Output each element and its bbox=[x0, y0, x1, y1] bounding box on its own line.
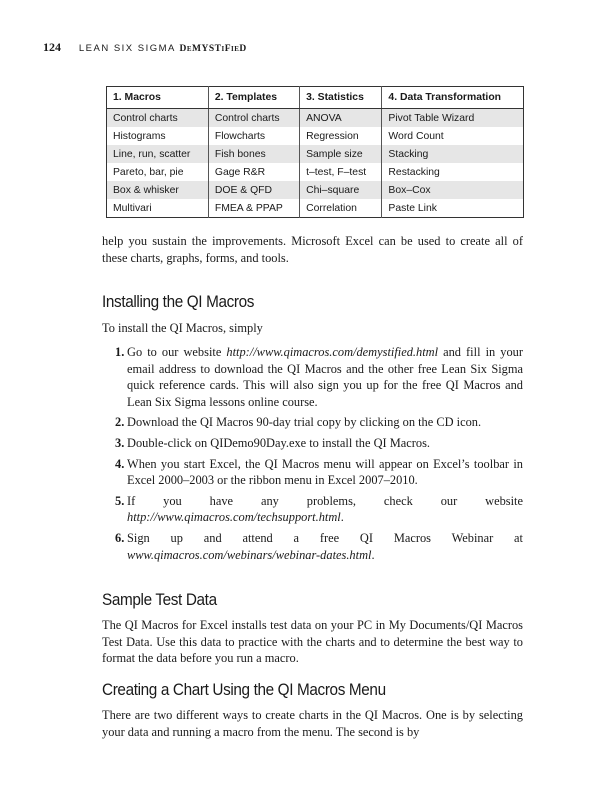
table-row bbox=[107, 181, 524, 199]
table-row bbox=[107, 163, 524, 181]
table-cell: Sample size bbox=[300, 145, 382, 163]
step-number: 5. bbox=[115, 493, 125, 508]
table-row bbox=[107, 145, 524, 163]
step-number: 3. bbox=[115, 435, 125, 450]
table-cell: Regression bbox=[300, 127, 382, 145]
heading-sample-test-data: Sample Test Data bbox=[102, 590, 217, 609]
table-cell: Pivot Table Wizard bbox=[382, 109, 524, 128]
table-cell: Histograms bbox=[113, 130, 166, 142]
table-cell: Pareto, bar, pie bbox=[113, 166, 184, 178]
table-cell: Box–Cox bbox=[382, 181, 524, 199]
table-cell: Box & whisker bbox=[107, 181, 209, 199]
page-number: 124 bbox=[43, 40, 61, 54]
install-steps-list bbox=[102, 344, 523, 567]
list-item: 2. Download the QI Macros 90-day trial copy by clicking on the CD icon. bbox=[115, 415, 482, 430]
table-cell: Multivari bbox=[113, 202, 152, 214]
col-header-statistics: 3. Statistics bbox=[300, 87, 382, 109]
table-cell: Flowcharts bbox=[208, 127, 299, 145]
table-row bbox=[107, 127, 524, 145]
creating-chart-paragraph: There are two different ways to create charts in the QI Macros. One is by selecting your data and running a macro from the menu. The second is by bbox=[102, 708, 523, 739]
table-cell: Paste Link bbox=[382, 199, 524, 218]
list-item: 3. Double-click on QIDemo90Day.exe to install the QI Macros. bbox=[115, 435, 431, 450]
table-row bbox=[107, 109, 524, 128]
list-item: 5. If you have any problems, check our website http://www.qimacros.com/techsupport.html. bbox=[115, 493, 523, 525]
step-number: 4. bbox=[115, 456, 125, 471]
list-item: 4. When you start Excel, the QI Macros menu will appear on Excel’s toolbar in Excel 2000–2003 or the ribbon menu in Excel 2007–2010. bbox=[115, 456, 523, 488]
book-subtitle: DeMYSTiFieD bbox=[179, 44, 247, 54]
table-cell: Line, run, scatter bbox=[107, 145, 209, 163]
table-row bbox=[107, 199, 524, 218]
table-cell: Gage R&R bbox=[208, 163, 299, 181]
table-cell: Correlation bbox=[300, 199, 382, 218]
running-head bbox=[43, 40, 247, 55]
table-cell: ANOVA bbox=[300, 109, 382, 128]
website-link[interactable]: http://www.qimacros.com/demystified.html bbox=[226, 345, 439, 359]
step-number: 2. bbox=[115, 415, 125, 430]
list-item: 6. Sign up and attend a free QI Macros Webinar at www.qimacros.com/webinars/webinar-dates.html. bbox=[115, 530, 523, 562]
webinar-link[interactable]: www.qimacros.com/webinars/webinar-dates.html bbox=[127, 547, 372, 562]
table-cell: Stacking bbox=[382, 145, 524, 163]
table-cell: Control charts bbox=[208, 109, 299, 128]
table-cell: Chi–square bbox=[300, 181, 382, 199]
heading-installing: Installing the QI Macros bbox=[102, 292, 255, 311]
col-header-macros: 1. Macros bbox=[107, 87, 209, 109]
table-cell: t–test, F–test bbox=[300, 163, 382, 181]
installing-lead: To install the QI Macros, simply bbox=[102, 321, 263, 335]
table-cell: DOE & QFD bbox=[208, 181, 299, 199]
table-cell: FMEA & PPAP bbox=[208, 199, 299, 218]
col-header-data-transformation: 4. Data Transformation bbox=[382, 87, 524, 109]
book-title: LEAN SIX SIGMA DeMYSTiFieD bbox=[78, 43, 247, 54]
heading-creating-chart: Creating a Chart Using the QI Macros Menu bbox=[102, 680, 386, 699]
sample-test-data-paragraph: The QI Macros for Excel installs test data on your PC in My Documents/QI Macros Test Data. Use this data to practice with the charts and to determine the best way to format the data before you run a macro. bbox=[102, 618, 523, 666]
table-cell: Word Count bbox=[382, 127, 524, 145]
step-number: 1. bbox=[115, 345, 125, 359]
step-number: 6. bbox=[115, 530, 125, 545]
col-header-templates: 2. Templates bbox=[208, 87, 299, 109]
tools-table bbox=[106, 86, 524, 218]
list-item: 1. Go to our website http://www.qimacros.com/demystified.html and fill in your email address to download the QI Macros and the other free Lean Six Sigma quick reference cards. This will also sign you up for the free QI Macros and Lean Six Sigma lessons online course. bbox=[115, 345, 523, 409]
table-cell: Restacking bbox=[382, 163, 524, 181]
table-cell: Control charts bbox=[107, 109, 209, 128]
intro-paragraph: help you sustain the improvements. Microsoft Excel can be used to create all of these charts, graphs, forms, and tools. bbox=[102, 234, 523, 265]
table-header-row bbox=[107, 87, 524, 109]
techsupport-link[interactable]: http://www.qimacros.com/techsupport.html bbox=[127, 510, 341, 525]
table-cell: Fish bones bbox=[208, 145, 299, 163]
